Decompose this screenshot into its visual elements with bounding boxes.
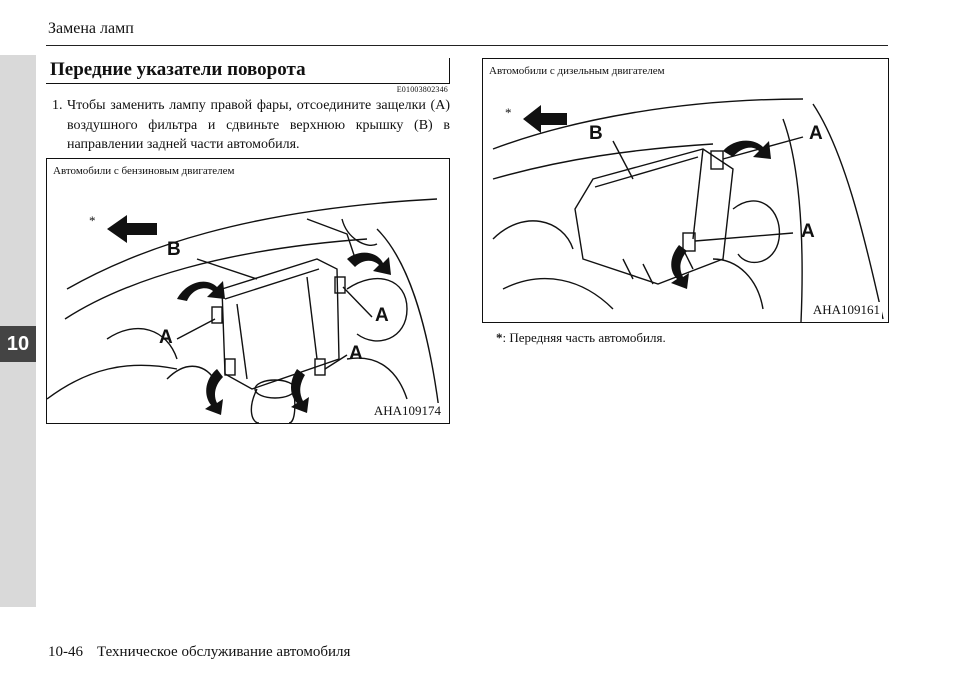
label-b: B <box>589 123 603 144</box>
label-a: A <box>801 221 815 242</box>
footnote-star: * <box>496 330 503 345</box>
page-header-title: Замена ламп <box>48 20 134 37</box>
footnote-text: : Передняя часть автомобиля. <box>502 330 666 345</box>
release-arrow-icon <box>205 369 223 415</box>
release-arrow-icon <box>723 141 771 159</box>
section-code: E01003802346 <box>396 85 448 94</box>
release-arrow-icon <box>291 369 309 413</box>
chapter-tab: 10 <box>0 326 36 362</box>
figure-diesel-engine <box>482 58 889 323</box>
footer-title: Техническое обслуживание автомобиля <box>97 644 351 660</box>
page-footer <box>48 644 350 661</box>
label-b: B <box>167 239 181 260</box>
section-title-edge <box>449 58 450 84</box>
step-number: 1. <box>52 98 63 113</box>
step-text: Чтобы заменить лампу правой фары, отсоедините защелки (A) воздушного фильтра и сдвиньте верхнюю крышку (B) в направлении задней части автомобиля. <box>67 98 450 152</box>
label-a: A <box>349 343 363 364</box>
release-arrow-icon <box>177 281 225 301</box>
page-number: 10-46 <box>48 644 83 660</box>
header-rule <box>46 45 888 46</box>
figure-code: AHA109161 <box>812 302 880 317</box>
release-arrow-icon <box>347 253 391 275</box>
instruction-step-1 <box>52 96 450 155</box>
engine-illustration <box>483 59 888 322</box>
label-star: * <box>505 105 512 120</box>
figure-caption: Автомобили с дизельным двигателем <box>489 65 669 77</box>
front-direction-arrow-icon <box>107 215 157 243</box>
figure-gasoline-engine <box>46 158 450 424</box>
footnote <box>496 330 666 346</box>
section-title: Передние указатели поворота <box>46 58 450 84</box>
front-direction-arrow-icon <box>523 105 567 133</box>
label-a: A <box>809 123 823 144</box>
figure-code: AHA109174 <box>373 403 441 418</box>
label-star: * <box>89 213 96 228</box>
label-a: A <box>159 327 173 348</box>
label-a: A <box>375 305 389 326</box>
figure-caption: Автомобили с бензиновым двигателем <box>53 165 238 177</box>
engine-illustration <box>47 159 449 423</box>
